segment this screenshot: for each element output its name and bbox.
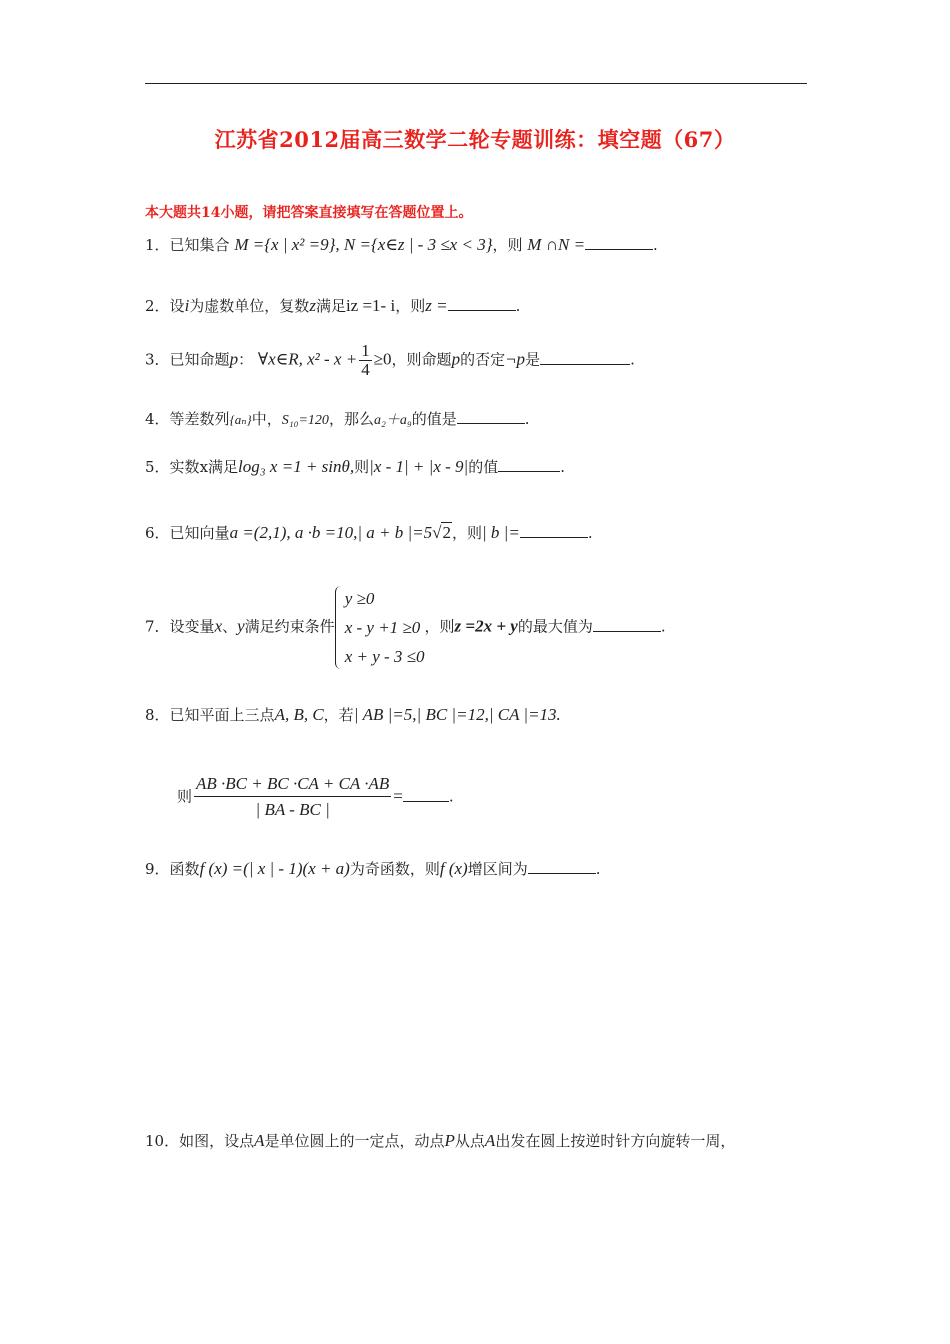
answer-blank[interactable] [540,352,630,365]
header-rule [145,83,807,84]
instruction: 本大题共14小题，请把答案直接填写在答题位置上。 [145,205,473,221]
question-1: 1．已知集合 M ={x | x² =9}, N ={x∈z | - 3 ≤x < 3}，则 M ∩N = . [145,235,658,254]
question-10: 10．如图，设点A是单位圆上的一定点，动点P从点A出发在圆上按逆时针方向旋转一周， [145,1131,736,1150]
answer-blank[interactable] [585,237,653,250]
question-4: 4．等差数列{aₙ}中，S₁₀=120，那么a₂＋a₉的值是 . [145,410,530,428]
answer-blank[interactable] [593,619,661,632]
fraction: $\frac{AB \cdot BC + BC \cdot CA + CA \cdot AB}{| BA - BC |}$ [196,774,390,819]
answer-blank[interactable] [528,861,596,874]
question-5: 5．实数x满足log₃ x =1 + sinθ,则|x - 1| + |x - 9|的值 . [145,457,565,476]
fraction: $\frac{1}{4}$ [361,341,370,379]
page-title: 江苏省2012届高三数学二轮专题训练：填空题（67） [214,127,736,152]
question-7: 7．设变量x、y满足约束条件 y ≥0 x - y +1 ≥0 x + y - 3 ≤0 ，则z =2x + y的最大值为 . [145,584,666,671]
question-6: 6．已知向量a =(2,1), a ·b =10,| a + b |=5√2，则| b |= . [145,523,593,542]
answer-blank[interactable] [403,789,449,802]
constraint-system: y ≥0 x - y +1 ≥0 x + y - 3 ≤0 [335,584,425,671]
answer-blank[interactable] [520,525,588,538]
question-8: 8．已知平面上三点A, B, C，若| AB |=5,| BC |=12,| CA |=13. [145,705,561,724]
question-8-expression: 则 $\frac{AB \cdot BC + BC \cdot CA + CA \cdot AB}{| BA - BC |}$ = . [177,772,454,823]
question-3: 3．已知命题p： ∀x∈R, x² - x + $\frac{1}{4}$ ≥0，则命题p的否定¬p是 . [145,341,635,379]
answer-blank[interactable] [448,298,516,311]
answer-blank[interactable] [498,459,560,472]
answer-blank[interactable] [457,411,525,424]
question-9: 9．函数f (x) =(| x | - 1)(x + a)为奇函数，则f (x)增区间为 . [145,859,601,878]
sqrt-symbol: √ [432,523,442,542]
question-2: 2．设i为虚数单位，复数z满足iz =1- i，则z = . [145,296,521,315]
